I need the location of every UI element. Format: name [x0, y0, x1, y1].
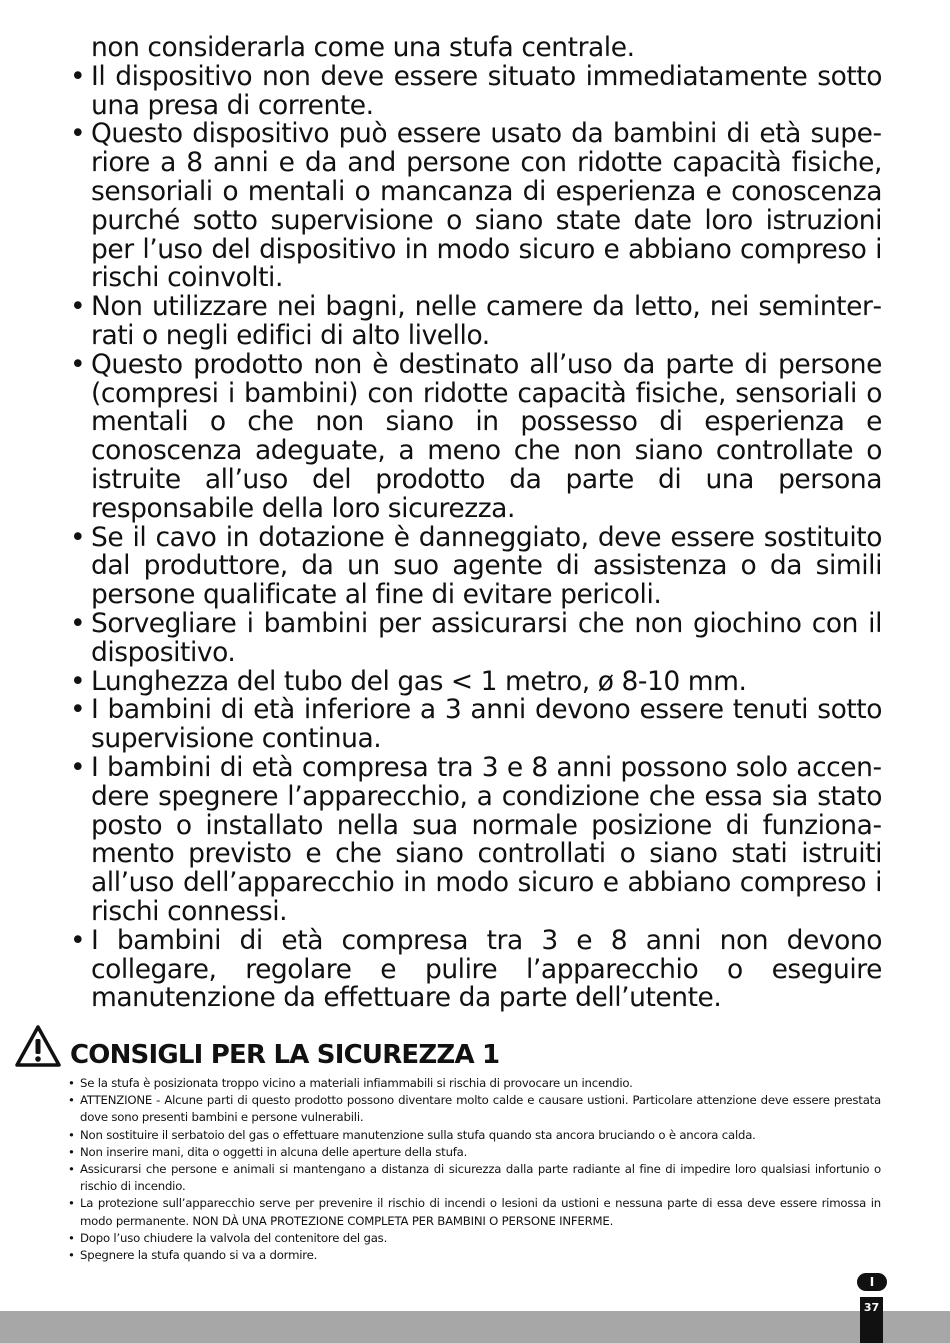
list-item: [70, 60, 882, 121]
list-item: [68, 1075, 881, 1092]
bullet-icon: •: [70, 665, 86, 697]
list-item: [70, 348, 882, 524]
list-item: [68, 1195, 881, 1229]
instructions-list: [70, 34, 882, 1013]
bullet-icon: •: [70, 521, 86, 553]
list-item-text: Non utilizzare nei bagni, nelle camere da letto, nei seminterrati o negli edifici di alto livello.: [91, 291, 882, 351]
list-item-text: Spegnere la stufa quando si va a dormire.: [80, 1248, 318, 1263]
list-item: [68, 1230, 881, 1247]
bullet-icon: •: [70, 607, 86, 639]
safety-list: [68, 1075, 881, 1264]
list-item: [70, 120, 882, 293]
list-item-text: Non sostituire il serbatoio del gas o effettuare manutenzione sulla stufa quando sta ancora bruciando o è ancora calda.: [80, 1127, 756, 1142]
list-item: [68, 1092, 881, 1126]
page-number-tab: [860, 1297, 883, 1343]
bullet-icon: •: [68, 1248, 75, 1263]
list-item-text: Lunghezza del tubo del gas < 1 metro, ø 8-10 mm.: [91, 665, 747, 697]
list-item-text: Dopo l’uso chiudere la valvola del contenitore del gas.: [80, 1230, 388, 1245]
bullet-icon: •: [70, 751, 86, 783]
bullet-icon: •: [68, 1127, 75, 1142]
bullet-icon: •: [70, 60, 86, 92]
bullet-icon: •: [70, 694, 86, 726]
bullet-icon: •: [70, 291, 86, 323]
list-item: [68, 1144, 881, 1161]
continued-text: non considerarla come una stufa centrale.: [91, 32, 635, 63]
bullet-icon: •: [68, 1144, 75, 1159]
bullet-icon: •: [70, 924, 86, 956]
list-item-text: I bambini di età compresa tra 3 e 8 anni non devono collegare, regolare e pulire l’apparecchio o eseguire manutenzione da effettuare da parte dell’utente.: [91, 924, 882, 1014]
list-item-text: Sorvegliare i bambini per assicurarsi che non giochino con il dispositivo.: [91, 607, 882, 668]
list-item: [70, 521, 882, 611]
bullet-icon: •: [68, 1230, 75, 1245]
bullet-icon: •: [68, 1093, 75, 1108]
list-item-text: Non inserire mani, dita o oggetti in alcuna delle aperture della stufa.: [80, 1144, 468, 1159]
list-item-text: I bambini di età inferiore a 3 anni devono essere tenuti sotto supervisione continua.: [91, 694, 882, 755]
safety-section-header: [14, 1024, 894, 1074]
bullet-icon: •: [68, 1076, 75, 1090]
list-item-text: ATTENZIONE - Alcune parti di questo prodotto possono diventare molto calde e causare ustioni. Particolare attenzione deve essere prestata dove sono presenti bambini e persone vulnerabili.: [80, 1093, 881, 1125]
list-item: [70, 665, 882, 697]
bullet-icon: •: [70, 118, 86, 150]
list-item-text: Questo prodotto non è destinato all’uso da parte di persone (compresi i bambini) con ridotte capacità fisiche, sensoriali o mentali o che non siano in possesso di esperienza e conoscenza adeguate, a meno che non siano controllate o istruite all’uso del prodotto da parte di una persona responsabile della loro sicurezza.: [91, 348, 882, 524]
list-item: [70, 607, 882, 668]
list-item: [70, 293, 882, 351]
page-number: 37: [863, 1301, 880, 1314]
list-item: [68, 1161, 881, 1195]
section-title: CONSIGLI PER LA SICUREZZA 1: [70, 1040, 500, 1070]
warning-triangle-icon: [14, 1024, 62, 1068]
list-item: [70, 751, 882, 927]
language-badge: I: [857, 1273, 887, 1291]
list-item-text: La protezione sull’apparecchio serve per prevenire il rischio di incendi o lesioni da ustioni e nessuna parte di essa deve essere rimossa in modo permanente. NON DÀ UNA PROTEZIONE COMPLETA PER BAMBINI O PERSONE INFERME.: [80, 1196, 881, 1228]
list-item-text: Assicurarsi che persone e animali si mantengano a distanza di sicurezza dalla parte radiante al fine di impedire loro qualsiasi infortunio o rischio di incendio.: [80, 1162, 881, 1194]
list-item: [70, 924, 882, 1014]
bullet-icon: •: [68, 1196, 75, 1211]
list-item: [68, 1247, 881, 1264]
list-item-text: Il dispositivo non deve essere situato immediatamente sotto una presa di corrente.: [91, 60, 882, 121]
list-item-text: I bambini di età compresa tra 3 e 8 anni possono solo accendere spegnere l’apparecchio, a condizione che essa sia stato posto o installato nella sua normale posizione di funzionamento previsto e che siano controllati o siano stati istruiti all’uso dell’apparecchio in modo sicuro e abbiano compreso i rischi connessi.: [91, 751, 882, 927]
list-item-text: Se il cavo in dotazione è danneggiato, deve essere sostituito dal produttore, da un suo agente di assistenza o da simili persone qualificate al fine di evitare pericoli.: [91, 521, 882, 611]
list-item-text: Questo dispositivo può essere usato da bambini di età superiore a 8 anni e da and persone con ridotte capacità fisiche, sensoriali o mentali o mancanza di esperienza e conoscenza purché sotto supervisione o siano state date loro istruzioni per l’uso del dispositivo in modo sicuro e abbiano compreso i rischi coinvolti.: [91, 118, 882, 294]
list-item: [68, 1127, 881, 1144]
footer-bar: [0, 1311, 950, 1343]
bullet-icon: •: [70, 348, 86, 380]
list-item: [70, 696, 882, 754]
bullet-icon: •: [68, 1162, 75, 1177]
list-item-text: Se la stufa è posizionata troppo vicino a materiali infiammabili si rischia di provocare un incendio.: [80, 1076, 633, 1090]
